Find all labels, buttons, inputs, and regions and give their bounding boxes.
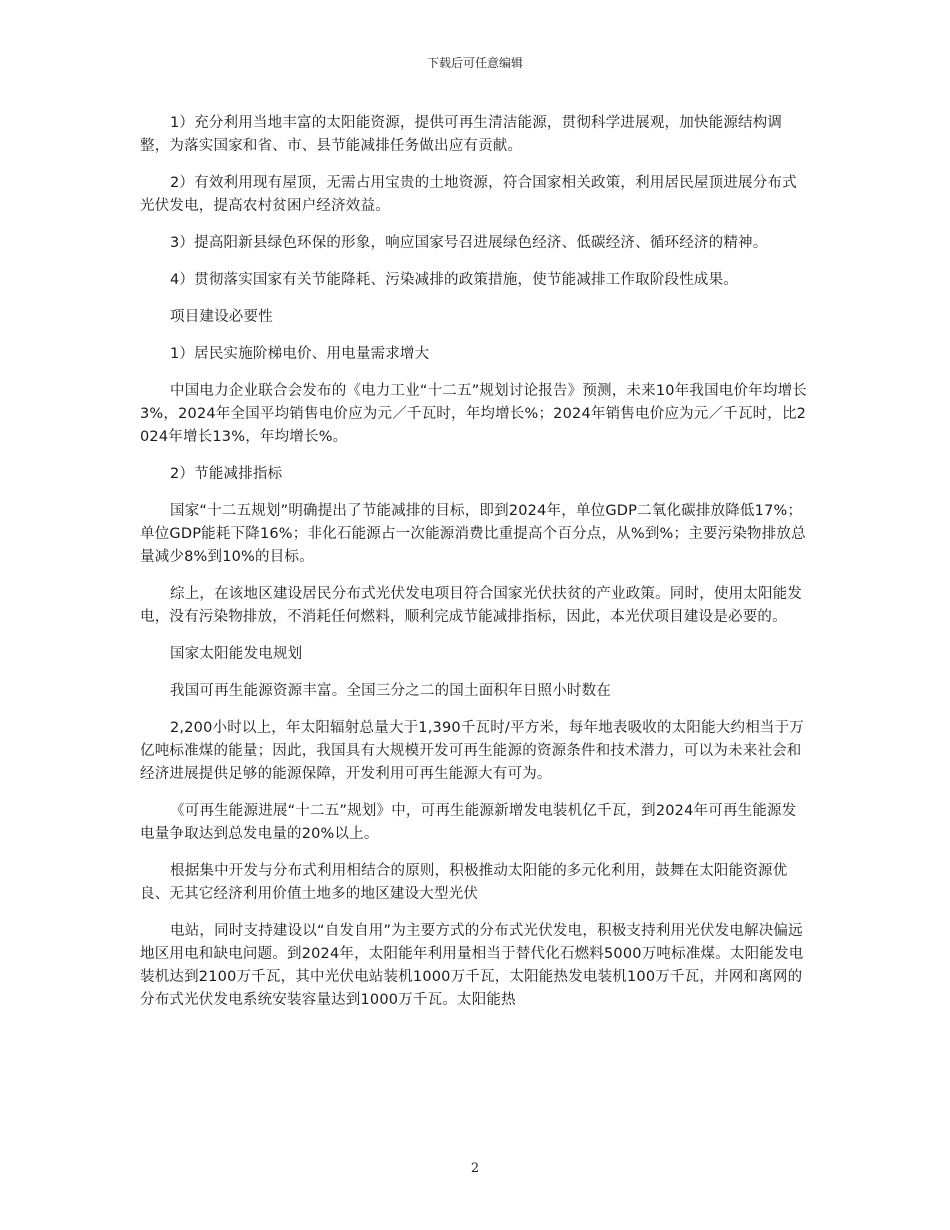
paragraph: 2,200小时以上，年太阳辐射总量大于1,390千瓦时/平方米，每年地表吸收的太阳能大约相当于万亿吨标准煤的能量；因此，我国具有大规模开发可再生能源的资源条件和技术潜力，可以为未来社会和经济进展提供足够的能源保障，开发利用可再生能源大有可为。 (140, 720, 805, 782)
page-number: 2 (470, 1161, 480, 1176)
paragraph: 中国电力企业联合会发布的《电力工业“十二五”规划讨论报告》预测，未来10年我国电价年均增长3%，2024年全国平均销售电价应为元／千瓦时，年均增长%；2024年销售电价应为元／千瓦时，比2024年增长13%，年均增长%。 (140, 383, 807, 445)
document-body (140, 112, 810, 1026)
paragraph: 根据集中开发与分布式利用相结合的原则，积极推动太阳能的多元化利用，鼓舞在太阳能资源优良、无其它经济利用价值土地多的地区建设大型光伏 (140, 863, 788, 902)
paragraph: 《可再生能源进展“十二五”规划》中，可再生能源新增发电装机亿千瓦，到2024年可再生能源发电量争取达到总发电量的20%以上。 (140, 803, 797, 842)
paragraph: 我国可再生能源资源丰富。全国三分之二的国土面积年日照小时数在 (170, 683, 611, 699)
subsection-heading: 1）居民实施阶梯电价、用电量需求增大 (170, 346, 430, 362)
paragraph: 综上，在该地区建设居民分布式光伏发电项目符合国家光伏扶贫的产业政策。同时，使用太阳能发电，没有污染物排放，不消耗任何燃料，顺利完成节能减排指标，因此，本光伏项目建设是必要的。 (140, 586, 803, 625)
section-heading: 项目建设必要性 (170, 309, 273, 325)
paragraph: 国家“十二五规划”明确提出了节能减排的目标，即到2024年，单位GDP二氧化碳排放降低17%；单位GDP能耗下降16%；非化石能源占一次能源消费比重提高个百分点，从%到%；主要污染物排放总量减少8%到10%的目标。 (140, 503, 806, 565)
section-heading: 国家太阳能发电规划 (170, 646, 303, 662)
paragraph: 2）有效利用现有屋顶，无需占用宝贵的土地资源，符合国家相关政策，利用居民屋顶进展分布式光伏发电，提高农村贫困户经济效益。 (140, 175, 797, 214)
paragraph: 4）贯彻落实国家有关节能降耗、污染减排的政策措施，使节能减排工作取阶段性成果。 (170, 272, 739, 288)
paragraph: 电站，同时支持建设以“自发自用”为主要方式的分布式光伏发电，积极支持利用光伏发电解决偏远地区用电和缺电问题。到2024年，太阳能年利用量相当于替代化石燃料5000万吨标准煤。太阳能发电装机达到2100万千瓦，其中光伏电站装机1000万千瓦，太阳能热发电装机100万千瓦，并网和离网的分布式光伏发电系统安装容量达到1000万千瓦。太阳能热 (140, 923, 804, 1008)
subsection-heading: 2）节能减排指标 (170, 466, 283, 482)
paragraph: 3）提高阳新县绿色环保的形象，响应国家号召进展绿色经济、低碳经济、循环经济的精神。 (170, 235, 768, 251)
paragraph: 1）充分利用当地丰富的太阳能资源，提供可再生清洁能源，贯彻科学进展观，加快能源结构调整，为落实国家和省、市、县节能减排任务做出应有贡献。 (140, 115, 783, 154)
page-header: 下载后可任意编辑 (426, 56, 523, 70)
